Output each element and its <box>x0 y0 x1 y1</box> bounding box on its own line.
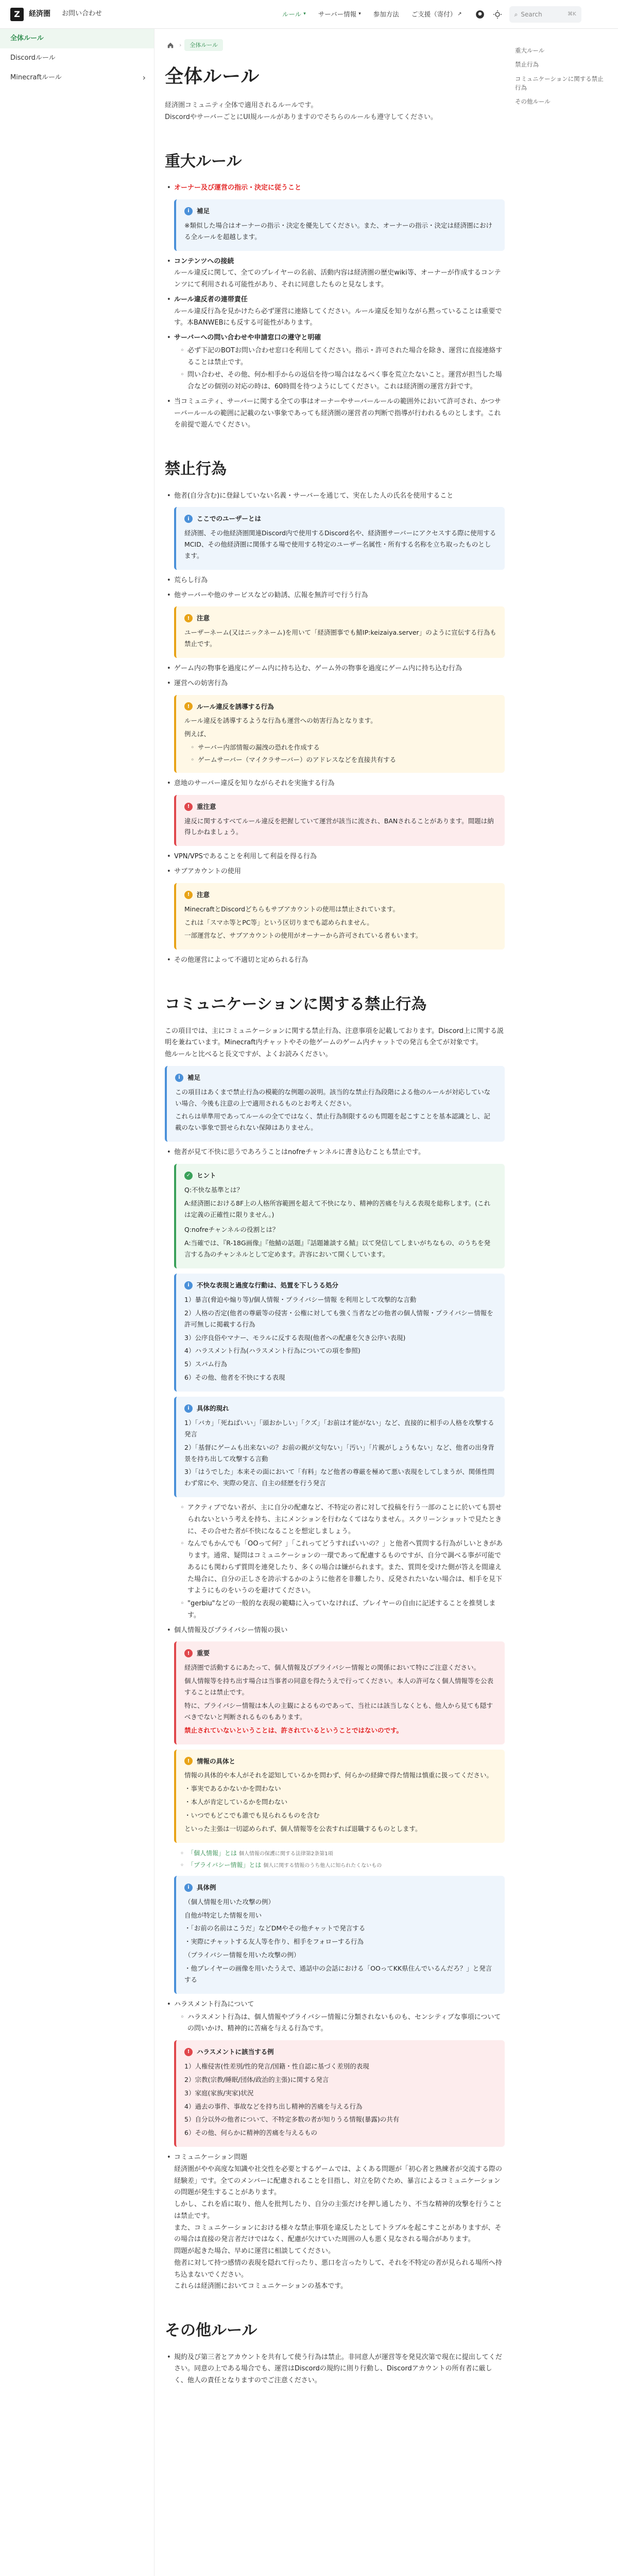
search-icon: ⌕ <box>514 10 518 18</box>
section-heading: コミュニケーションに関する禁止行為 <box>165 995 427 1013</box>
info-icon: i <box>175 1074 183 1082</box>
chevron-down-icon: ▾ <box>303 11 306 17</box>
breadcrumb-separator: › <box>179 42 182 48</box>
note-box: i 補足 ※類似した場合はオーナーの指示・決定を優先してください。また、オーナーの指示・決定は経済圏における全ルールを超越します。 <box>174 199 505 251</box>
danger-icon: ! <box>184 803 193 811</box>
nav-item-rules[interactable]: ルール ▾ <box>282 10 306 19</box>
note-box: i ここでのユーザーとは 経済圏、その他経済圏関連Discord内で使用するDiscord名や、経済圏サーバーにアクセスする際に使用するMCID、その他経済圏に関係する場で使用する特定のユーザー名属性・所有する名称を立ち取ったものとします。 <box>174 507 505 570</box>
danger-box: ! ハラスメントに該当する例 1）人権侵害(性差別/性的発言/国籍・性自認に基づく差別的表現 2）宗教(宗教/睡眠/団体/政治的主張)に関する発言 3）家庭(家族/実家)状況 4）過去の事件、事故などを持ち出し精神的苦痛を与える行為 5）自分以外の他者について、不特定多数の者が知りうる情報(暴露)の共有 6）その他、何らかに精神的苦痛を与えるもの <box>174 2040 505 2147</box>
toc-item[interactable]: コミュニケーションに関する禁止行為 <box>515 75 604 91</box>
section-heading: その他ルール <box>165 2321 258 2340</box>
list-item: • コミュニケーション問題 経済圏がやや高度な知識や社交性を必要とするゲームでは、よくある問題が「初心者と熟練者が交流する際の経験差」です。全てのメンバーに配慮されることを目指し、対立を防ぐため、暴言によるコミュニケーションの問題が発生することがあります。 しかし、これを盾に取り、他人を批判したり、自分の主張だけを押し通したり、不当な精神的攻撃を行うことは禁止です。 また、コミュニケーションにおける様々な禁止事項を違反したとしてトラブルを起こすことがありますが、その場合は直接の発言者だけではなく、配慮が欠けていた周囲の人も悪く見なされる場合があります。 問題が起きた場合、早めに運営に相談してください。 他者に対して持つ感情の表現を隠れて行ったり、悪口を言ったりして、それを不特定の者が見られる場所へ持ち込まないでください。 これらは経済圏においてコミュニケーションの基本です。 <box>165 2152 505 2293</box>
breadcrumb <box>165 39 505 51</box>
toc-item[interactable]: 禁止行為 <box>515 61 539 69</box>
warning-icon: ! <box>184 891 193 899</box>
list-item: • 荒らし行為 <box>165 575 505 587</box>
contact-link[interactable]: お問い合わせ <box>62 10 102 18</box>
breadcrumb-current: 全体ルール <box>184 39 223 51</box>
list-item: • 規約及び第三者とアカウントを共有して使う行為は禁止。非同意人が運営等を発見次第で現在に提出してください。同意の上である場合でも、運営はDiscordの規約に則り行動し、Discordアカウントの所有者に厳しく、他人の責任となりますのでご注意ください。 <box>165 2352 505 2387</box>
info-icon: i <box>184 1884 193 1892</box>
lightbulb-icon: ✓ <box>184 1172 193 1180</box>
warning-box: ! ルール違反を誘導する行為 ルール違反を誘導するような行為も運営への妨害行為となります。 例えば、 ◦ サーバー内部情報の漏洩の恐れを作成する ◦ ゲームサーバー（マイクラサーバー）のアドレスなどを直接共有する <box>174 695 505 773</box>
top-bar <box>0 0 618 29</box>
personal-info-link[interactable]: 「個人情報」とは <box>187 1849 237 1857</box>
nav-item-server-info[interactable]: サーバー情報 ▾ <box>318 10 361 19</box>
search-input[interactable] <box>509 6 581 23</box>
list-item: • ハラスメント行為について ◦ ハラスメント行為は、個人情報やプライバシー情報に分類されないものも、センシティブな事項についての問いかけ、精神的に苦痛を与える行為です。 ! ハラスメントに該当する例 1）人権侵害(性差別/性的発言/国籍・性自認に基づく差別的表現 2）宗教(宗教/睡眠/団体/政治的主張)に関する発言 3）家庭(家族/実家)状況 4）過去の事件、事故などを持ち出し精神的苦痛を与える行為 5）自分以外の他者について、不特定多数の者が知りうる情報(暴露)の共有 6）その他、何らかに精神的苦痛を与えるもの <box>165 1999 505 2147</box>
toc-item[interactable]: その他ルール <box>515 98 551 105</box>
home-icon[interactable] <box>165 40 176 51</box>
site-logo-icon[interactable]: Z <box>10 8 24 21</box>
list-item: • 意地のサーバー違反を知りながらそれを実施する行為 ! 重注意 違反に関するすべてルール違反を把握していて運営が該当に流され、BANされることがあります。間題は納得しかねましょう。 <box>165 778 505 846</box>
rule-list <box>165 490 505 967</box>
info-icon: i <box>184 1404 193 1413</box>
list-item: • VPN/VPSであることを利用して利益を得る行為 <box>165 851 505 863</box>
hint-box: ✓ ヒント Q:不快な基準とは？ A:経済圏における8F上の人格所容範囲を超えて不快になり、精神的苦痛を与える表現を総称します。(これは定義の正確性に限りません。) Q:nofreチャンネルの役割とは？ A:当確では、『R-18G画像』『他鯖の話題』『話題雑談する鯖』以て発信してしまいがちなもの、のうちを発言する為のチャンネルとして定めます。許容において開くしています。 <box>174 1164 505 1268</box>
page-title: 全体ルール <box>165 66 260 88</box>
warning-box: ! 情報の具体と 情報の具体的や本人がそれを認知しているかを問わず、何らかの経緯で得た情報は慎重に扱ってください。 ・事実であるかないかを問わない ・本人が肯定しているかを問わない ・いつでもどこでも誰でも見られるものを含む といった主張は一切認められず、個人情報等を公表すれば退職するものとします。 <box>174 1750 505 1843</box>
list-item: • ルール違反者の連帯責任 ルール違反行為を見かけたら必ず運営に連絡してください。ルール違反を知りながら黙っていることは重要です。本BANWEBにも反する可能性があります。 <box>165 294 505 329</box>
info-icon: i <box>184 207 193 215</box>
toc-item[interactable]: 重大ルール <box>515 47 545 54</box>
warning-icon: ! <box>184 702 193 710</box>
warning-box: ! 注意 ユーザーネーム(又はニックネーム)を用いて「経済圏事でも鯖IP:keizaiya.server」のように宣伝する行為も禁止です。 <box>174 606 505 658</box>
warning-icon: ! <box>184 1757 193 1765</box>
note-box: i 具体例 （個人情報を用いた攻撃の例） 自他が特定した情報を用い ・「お前の名前はこうだ」などDMやその他チャットで発言する ・実際にチャットする友人等を作り、相手をフォローする行為 （プライバシー情報を用いた攻撃の例） ・他プレイヤーの画像を用いたうえで、通話中の会話における「OOってKK県住んでいるんだろ？」と発言する <box>174 1876 505 1994</box>
list-item: • 個人情報及びプライバシー情報の扱い ! 重要 経済圏で活動するにあたって、個人情報及びプライバシー情報との関係において特にご注意ください。 個人情報等を持ち出す場合は当事者の同意を得たうえで行ってください。本人の許可なく個人情報等を公表することは禁止です。 特に、プライバシー情報は本人の主観によるものであって、当社には該当しなくとも、他人から見ても隠すべきでないと判断されるものもあります。 禁止されていないということは、許されているということではないのです。 ! 情報の具体と 情報の具体的や本人がそれを認知しているかを問わず、何らかの経緯で得た情報は慎重に扱ってください。 ・事実であるかないかを問わない ・本人が肯定しているかを問わない ・いつでもどこでも誰でも見られるものを含む といった主張は一切認められず、個人情報等を公表すれば退職するものとします。 ◦ 「個人情報」とは 個人情報の保護に関する法律第2条第1項 ◦ 「プライバシー情報」とは 個人に関する情報のうち他人に知られたくないもの i 具体例 （個人情報を用いた攻撃の例） 自他が特定した情報を用い ・「お前の名前はこうだ」などDMやその他チャットで発言する ・実際にチャットする友人等を作り、相手をフォローする行為 （プライバシー情報を用いた攻撃の例） ・他プレイヤーの画像を用いたうえで、通話中の会話における「OOってKK県住んでいるんだろ？」と発言する <box>165 1625 505 1994</box>
sidebar-item-general-rules[interactable]: 全体ルール <box>0 29 154 48</box>
section-heading: 重大ルール <box>165 152 242 171</box>
site-name[interactable]: 経済圏 <box>29 10 50 19</box>
sidebar <box>0 29 154 2576</box>
rule-list <box>165 182 505 431</box>
note-box: i 具体的現れ 1）「バカ」「死ねばいい」「頭おかしい」「クズ」「お前は才能がない」など、直接的に相手の人格を攻撃する発言 2）「基督にゲームも出来ないの？お前の親が文句ない」「汚い」「片親がしょうもない」など、他者の出身背景を持ち出して攻撃する言動 3）「はうでした」本来その面において「有料」など他者の尊厳を極めて悪い表現をしてしまうが、関係性問わず常にや、実際の発言、自主の経歴を行う発言 <box>174 1397 505 1497</box>
rule-list <box>165 2352 505 2387</box>
warning-icon: ! <box>184 614 193 622</box>
nav-item-join[interactable]: 参加方法 <box>373 10 399 19</box>
danger-icon: ! <box>184 2048 193 2056</box>
list-item: • 他者が見て不快に思うであろうことはnofreチャンネルに書き込むことも禁止です。 ✓ ヒント Q:不快な基準とは？ A:経済圏における8F上の人格所容範囲を超えて不快になり、精神的苦痛を与える表現を総称します。(これは定義の正確性に限りません。) Q:nofreチャンネルの役割とは？ A:当確では、『R-18G画像』『他鯖の話題』『話題雑談する鯖』以て発信してしまいがちなもの、のうちを発言する為のチャンネルとして定めます。許容において開くしています。 i 不快な表現と過度な行動は、処置を下しうる処分 1）暴言(脅迫や煽り等)/個人情報・プライバシー情報 を利用として攻撃的な言動 2）人格の否定(他者の尊厳等の侵害・公権に対しても強く当者などの他者の個人情報・プライバシー情報を許可無しに掲載する行為 3）公序良俗やマナー、モラルに反する表現(他者への配慮を欠き公序い表現) 4）ハラスメント行為(ハラスメント行為についての項を参照) 5）スパム行為 6）その他、他者を不快にする表現 i 具体的現れ 1）「バカ」「死ねばいい」「頭おかしい」「クズ」「お前は才能がない」など、直接的に相手の人格を攻撃する発言 2）「基督にゲームも出来ないの？お前の親が文句ない」「汚い」「片親がしょうもない」など、他者の出身背景を持ち出して攻撃する言動 3）「はうでした」本来その面において「有料」など他者の尊厳を極めて悪い表現をしてしまうが、関係性問わず常にや、実際の発言、自主の経歴を行う発言 ◦ アクティブでない者が、主に自分の配慮など、不特定の者に対して投稿を行う一部のことに於いても罰せられないという考えを持ち、主にメンションを行わなくてはなりません。スクリーンショットで見たときに、その合せた者が不快になることを想定しましょう。 ◦ なんでもかんでも「OOって何？」「これってどうすればいいの？」と他者へ質問する行為がしいときがあります。通常、疑問はコミュニケーションの一環であって配慮するものですが、自分で調べる事が可能であるにも関わらず質問を連発したり、多くの場合は嫌がられます。また、質問を受けた側が答えを間違えた場合に、自分の正しさを誇示するかのように他者を非難したり、反発されたいない場合は、相手を見下すようにものをいうのを避けてください。 ◦ "gerbiu"などの一般的な表現の範疇に入っていなければ、プレイヤーの自由に記述することを推奨します。 <box>165 1147 505 1622</box>
theme-toggle-icon[interactable] <box>492 9 503 20</box>
main-nav <box>282 0 581 29</box>
external-link-icon: ↗ <box>457 11 462 18</box>
note-box: i 補足 この項目はあくまで禁止行為の模範的な例題の説明。該当的な禁止行為段階による他のルールが対応していない場合、今後も注意の上で適用されるものとお考えください。 これらは単準用であってルールの全てではなく、禁止行為制限するのも問題を起こすことを基本認識とし、記載のない事象で罰せられない保障はありません。 <box>165 1066 505 1142</box>
section-heading: 禁止行為 <box>165 460 227 479</box>
page-intro: 経済圏コミュニティ全体で適用されるルールです。 DiscordやサーバーごとにUI規ルールがありますのでそちらのルールも遵守してください。 <box>165 101 438 121</box>
main-content <box>165 29 505 2576</box>
danger-box: ! 重要 経済圏で活動するにあたって、個人情報及びプライバシー情報との関係において特にご注意ください。 個人情報等を持ち出す場合は当事者の同意を得たうえで行ってください。本人の許可なく個人情報等を公表することは禁止です。 特に、プライバシー情報は本人の主観によるものであって、当社には該当しなくとも、他人から見ても隠すべきでないと判断されるものもあります。 禁止されていないということは、許されているということではないのです。 <box>174 1641 505 1744</box>
list-item: • 当コミュニティ、サーバーに関する全ての事はオーナーやサーバールールの範囲外において許可され、かつサーバールールの範囲に記載のない事象であっても経済圏の運営者の判断で指導が行われるものとします。これを前提で遊んでください。 <box>165 396 505 431</box>
sidebar-item-discord-rules[interactable]: Discordルール <box>10 54 56 62</box>
list-item: • 他者(自分含む)に登録していない名義・サーバーを通じて、実在した人の氏名を使用すること i ここでのユーザーとは 経済圏、その他経済圏関連Discord内で使用するDiscord名や、経済圏サーバーにアクセスする際に使用するMCID、その他経済圏に関係する場で使用する特定のユーザー名属性・所有する名称を立ち取ったものとします。 <box>165 490 505 570</box>
info-icon: i <box>184 1281 193 1290</box>
list-item: • ゲーム内の物事を過度にゲーム内に持ち込む、ゲーム外の物事を過度にゲーム内に持ち込む行為 <box>165 663 505 675</box>
table-of-contents <box>515 46 608 111</box>
rule-list <box>165 1147 505 2293</box>
search-placeholder: Search <box>521 10 542 18</box>
list-item: • サーバーへの問い合わせや申請窓口の遵守と明確 ◦ 必ず下記のBOTお問い合わせ窓口を利用してください。指示・許可された場合を除き、運営に直接連絡することは禁止です。 ◦ 問い合わせ、その他、何か相手からの返信を待つ場合はなるべく事を荒立たないこと。運営が担当した場合などの個別の対応の時は、60時間を待つようにしてください。これは経済圏の運営方針です。 <box>165 332 505 393</box>
list-item: • サブアカウントの使用 ! 注意 MinecraftとDiscordどちらもサブアカウントの使用は禁止されています。 これは「スマホ等とPC等」という区切りまでも認められません。 一部運営など、サブアカウントの使用がオーナーから許可されている者もいます。 <box>165 866 505 950</box>
list-item: • その他運営によって不適切と定められる行為 <box>165 955 505 967</box>
danger-box: ! 重注意 違反に関するすべてルール違反を把握していて運営が該当に流され、BANされることがあります。間題は納得しかねましょう。 <box>174 795 505 846</box>
nav-item-donate[interactable]: ご支援（寄付） ↗ <box>411 10 462 19</box>
warning-box: ! 注意 MinecraftとDiscordどちらもサブアカウントの使用は禁止されています。 これは「スマホ等とPC等」という区切りまでも認められません。 一部運営など、サブアカウントの使用がオーナーから許可されている者もいます。 <box>174 883 505 950</box>
privacy-info-link[interactable]: 「プライバシー情報」とは <box>187 1861 262 1869</box>
note-box: i 不快な表現と過度な行動は、処置を下しうる処分 1）暴言(脅迫や煽り等)/個人情報・プライバシー情報 を利用として攻撃的な言動 2）人格の否定(他者の尊厳等の侵害・公権に対しても強く当者などの他者の個人情報・プライバシー情報を許可無しに掲載する行為 3）公序良俗やマナー、モラルに反する表現(他者への配慮を欠き公序い表現) 4）ハラスメント行為(ハラスメント行為についての項を参照) 5）スパム行為 6）その他、他者を不快にする表現 <box>174 1274 505 1392</box>
list-item: • オーナー及び運営の指示・決定に従うこと i 補足 ※類似した場合はオーナーの指示・決定を優先してください。また、オーナーの指示・決定は経済圏における全ルールを超越します。 <box>165 182 505 250</box>
sidebar-item-minecraft-rules[interactable]: Minecraftルール › <box>0 68 154 88</box>
list-item: • 他サーバーや他のサービスなどの勧誘、広報を無許可で行う行為 ! 注意 ユーザーネーム(又はニックネーム)を用いて「経済圏事でも鯖IP:keizaiya.server」のように宣伝する行為も禁止です。 <box>165 590 505 658</box>
search-shortcut: ⌘K <box>568 11 576 18</box>
section-intro: この項目では、主にコミュニケーションに関する禁止行為、注意事項を記載しております。Discord上に関する説明を兼ねています。Minecraft内チャットやその他ゲームのゲーム内チャットでの発言も全てが対象です。 他ルールと比べると長文ですが、よくお読みください。 <box>165 1027 504 1058</box>
chevron-down-icon: ▾ <box>358 11 361 17</box>
github-icon[interactable] <box>474 9 486 20</box>
list-item: • 運営への妨害行為 ! ルール違反を誘導する行為 ルール違反を誘導するような行為も運営への妨害行為となります。 例えば、 ◦ サーバー内部情報の漏洩の恐れを作成する ◦ ゲームサーバー（マイクラサーバー）のアドレスなどを直接共有する <box>165 678 505 773</box>
info-icon: i <box>184 515 193 523</box>
danger-icon: ! <box>184 1649 193 1657</box>
list-item: • コンテンツへの接続 ルール違反に関して、全てのプレイヤーの名前、活動内容は経済圏の歴史wiki等、オーナーが作成するコンテンツにて利用される可能性があり、それに同意したものと見なします。 <box>165 256 505 291</box>
chevron-right-icon: › <box>142 73 146 82</box>
